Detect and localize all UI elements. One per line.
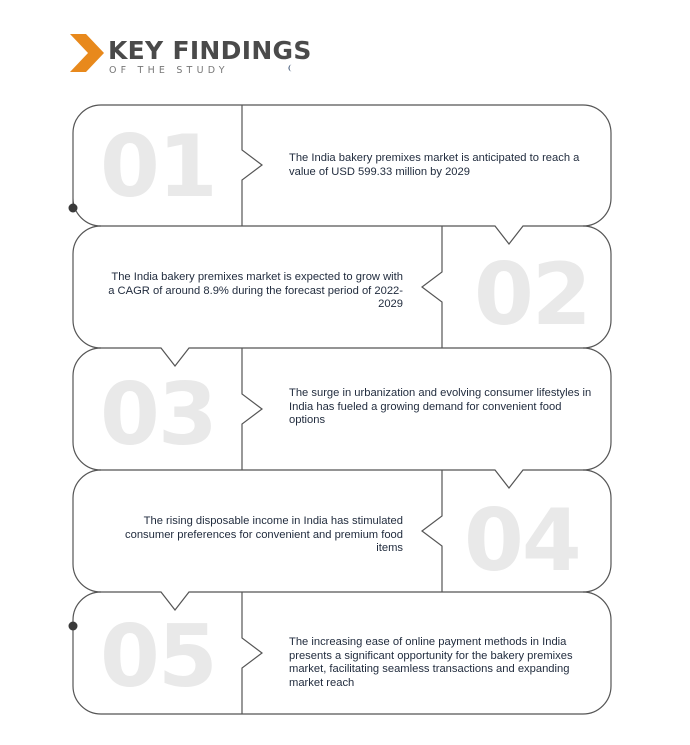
finding-number-01: 01 (100, 117, 216, 217)
finding-text-04: The rising disposable income in India has stimulated consumer preferences for convenient and premium food items (125, 515, 403, 554)
finding-text-01: The India bakery premixes market is anticipated to reach a value of USD 599.33 million by 2029 (289, 152, 580, 178)
timeline-dot (69, 204, 78, 213)
timeline-dot (69, 622, 78, 631)
page-title: KEY FINDINGS (108, 36, 312, 65)
finding-number-05: 05 (100, 607, 216, 707)
finding-number-04: 04 (464, 491, 580, 591)
page-subtitle: OF THE STUDY (109, 65, 229, 76)
finding-text-03: The surge in urbanization and evolving consumer lifestyles in India has fueled a growing demand for convenient food options (289, 387, 592, 426)
finding-text-02: The India bakery premixes market is expected to grow with a CAGR of around 8.9% during the forecast period of 2022-2029 (108, 271, 403, 310)
finding-text-05: The increasing ease of online payment methods in India presents a significant opportunity for the bakery premixes market, facilitating seamless transactions and expanding market reach (289, 636, 573, 689)
finding-number-03: 03 (100, 365, 216, 465)
finding-number-02: 02 (474, 245, 590, 345)
